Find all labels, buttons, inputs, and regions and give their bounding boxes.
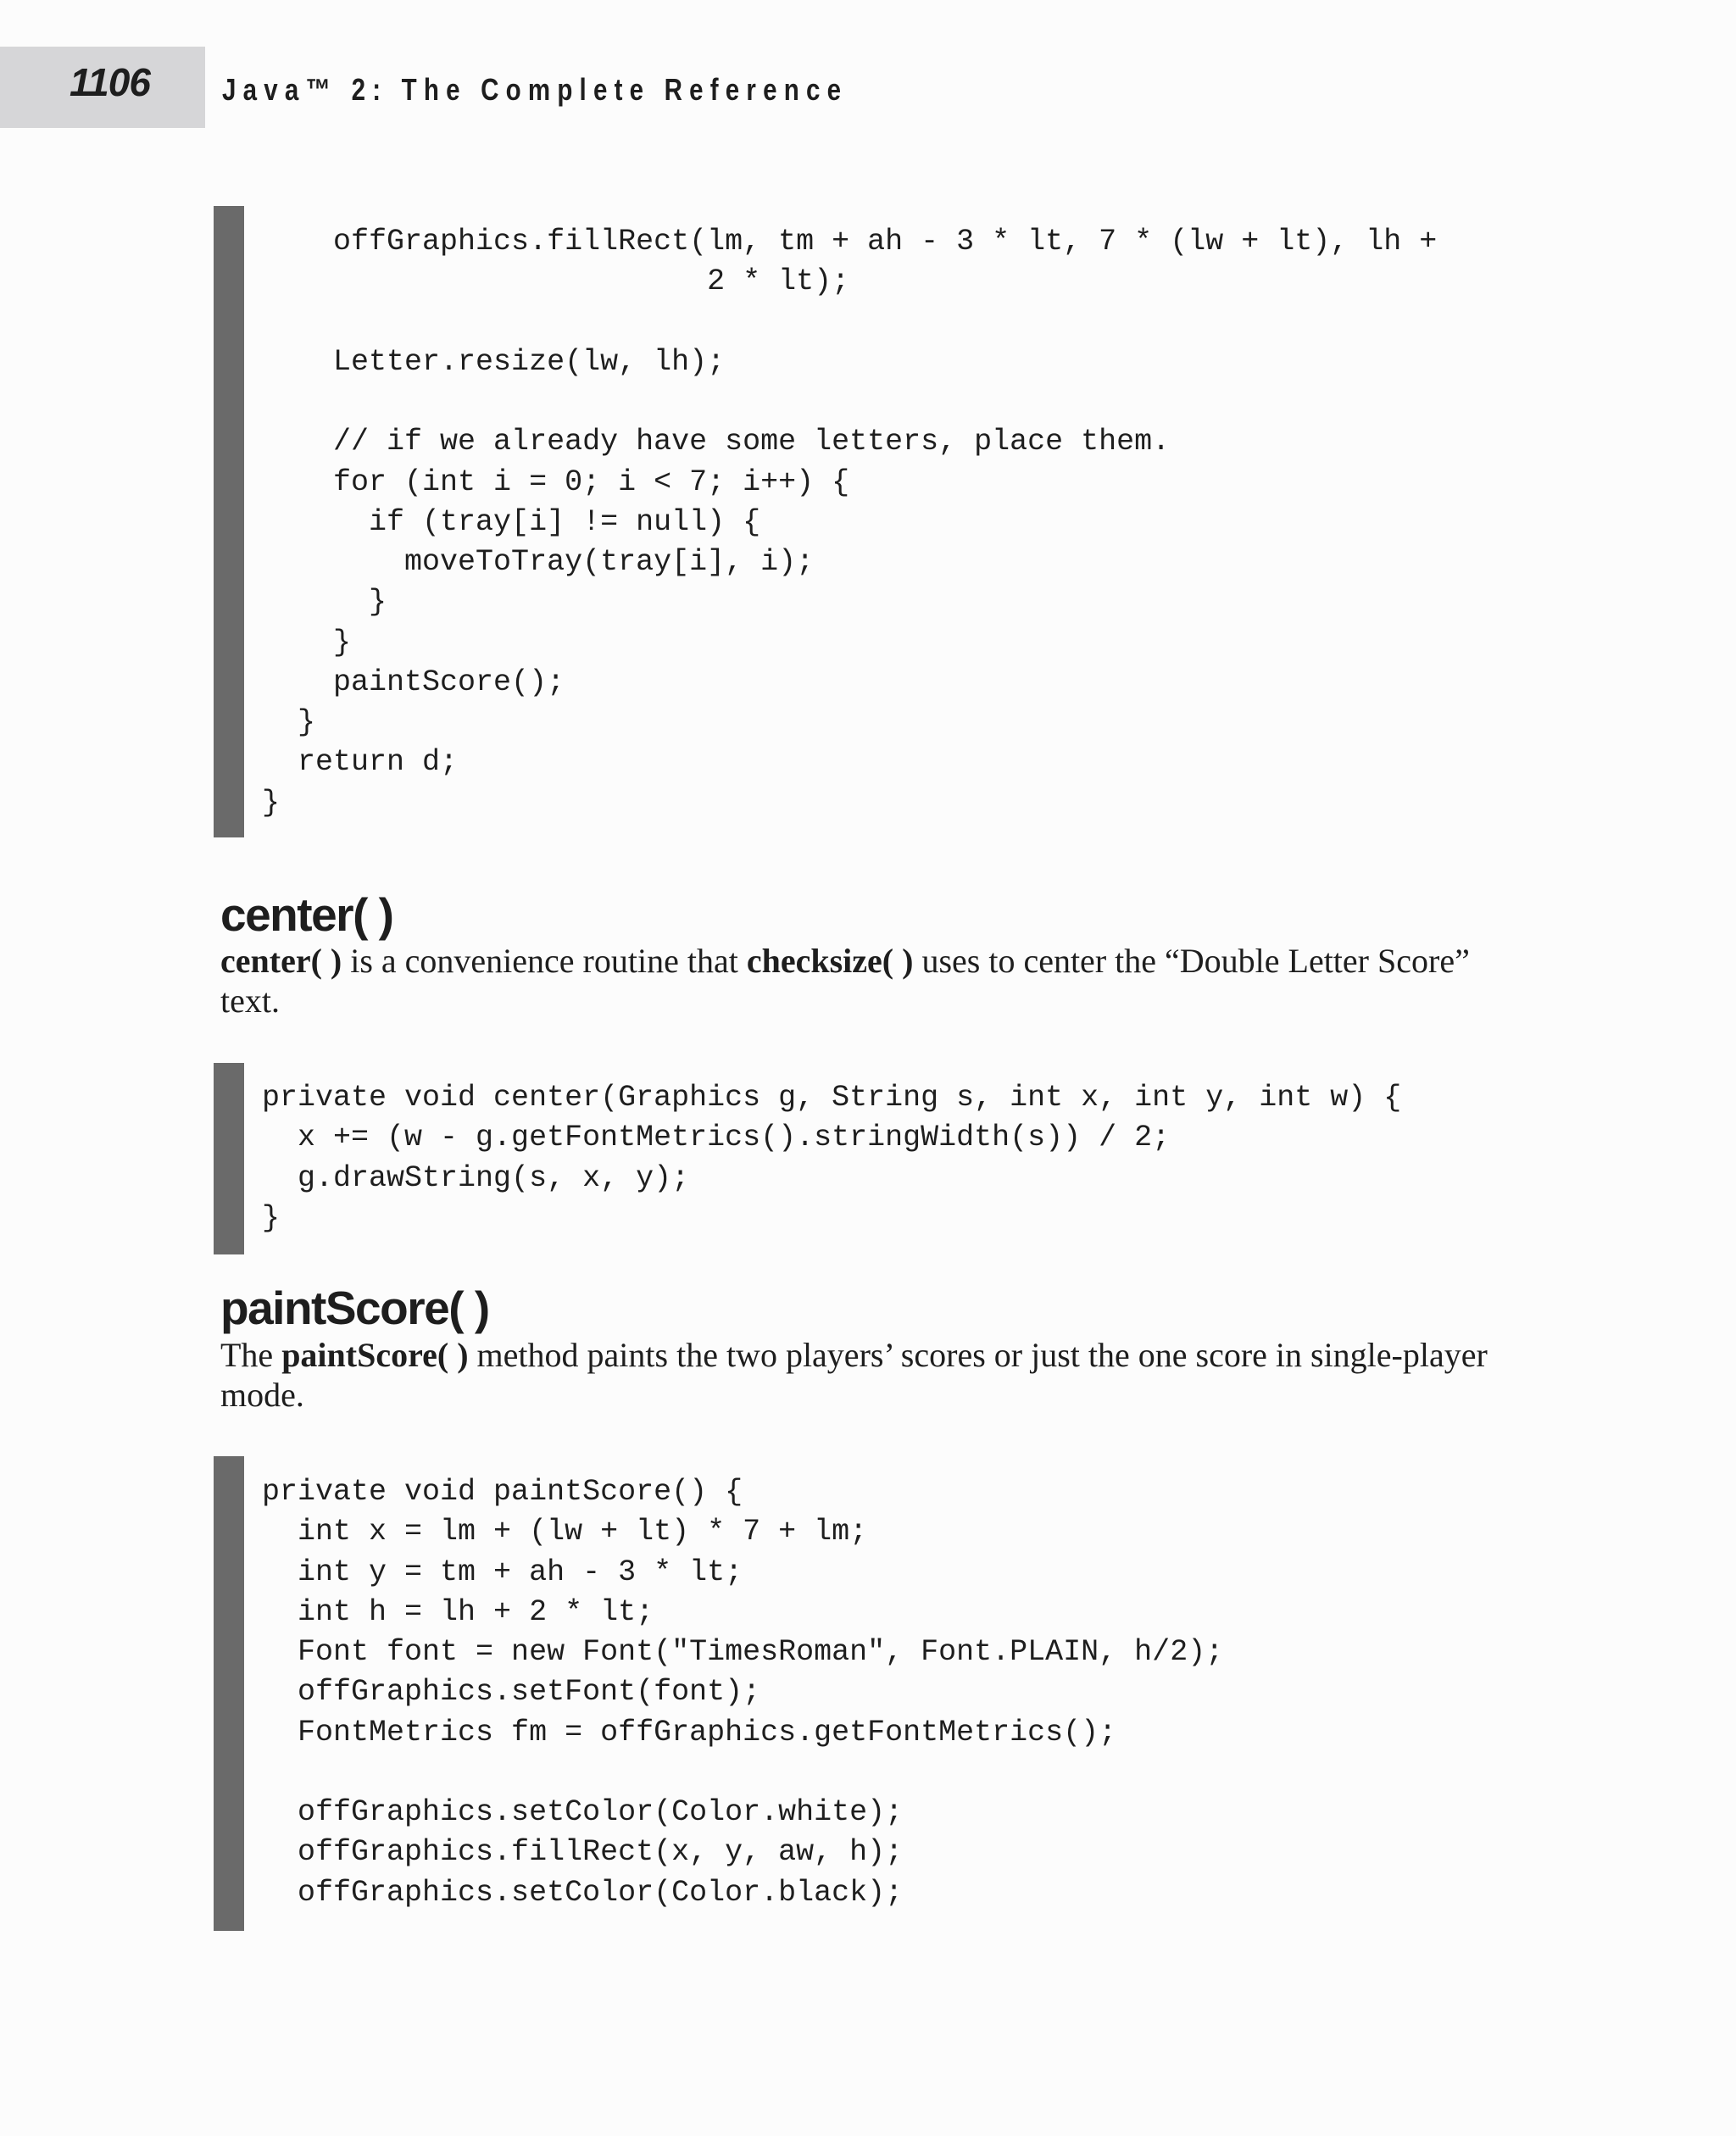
page-number: 1106 [70, 60, 150, 104]
code-block-2: private void center(Graphics g, String s, int x, int y, int w) { x += (w - g.getFontMetrics().stringWidth(s)) / 2; g.drawString(s, x, y); } [262, 1081, 1402, 1235]
code-block-1: offGraphics.fillRect(lm, tm + ah - 3 * lt, 7 * (lw + lt), lh + 2 * lt); Letter.resize(lw, lh); // if we already have some letters, place them. for (int i = 0; i < 7; i++) { if (tray[i] != null) { moveToTray(tray[i], i); } } paintScore(); } return d; } [262, 225, 1438, 820]
running-head: Java™ 2: The Complete Reference [222, 72, 849, 107]
heading-paintscore: paintScore( ) [220, 1282, 489, 1334]
paragraph-center [220, 941, 1509, 1021]
term-checksize: checksize( ) [746, 942, 914, 980]
term-center: center( ) [220, 942, 342, 980]
paragraph-paintscore [220, 1335, 1509, 1415]
code-block-3: private void paintScore() { int x = lm + (lw + lt) * 7 + lm; int y = tm + ah - 3 * lt; int h = lh + 2 * lt; Font font = new Font("TimesRoman", Font.PLAIN, h/2); offGraphics.setFont(font); FontMetrics fm = offGraphics.getFontMetrics(); offGraphics.setColor(Color.white); offGraphics.fillRect(x, y, aw, h); offGraphics.setColor(Color.black); [262, 1475, 1224, 1910]
paragraph-center-text-1: is a convenience routine that [342, 942, 747, 980]
term-paintscore: paintScore( ) [281, 1336, 469, 1374]
heading-center: center( ) [220, 888, 393, 941]
paragraph-paintscore-text-2: method paints the two players’ scores or just the one score in single-player mode. [220, 1336, 1488, 1414]
paragraph-center-text-2: uses to center the “Double Letter Score” text. [220, 942, 1470, 1020]
paragraph-paintscore-text-1: The [220, 1336, 282, 1374]
